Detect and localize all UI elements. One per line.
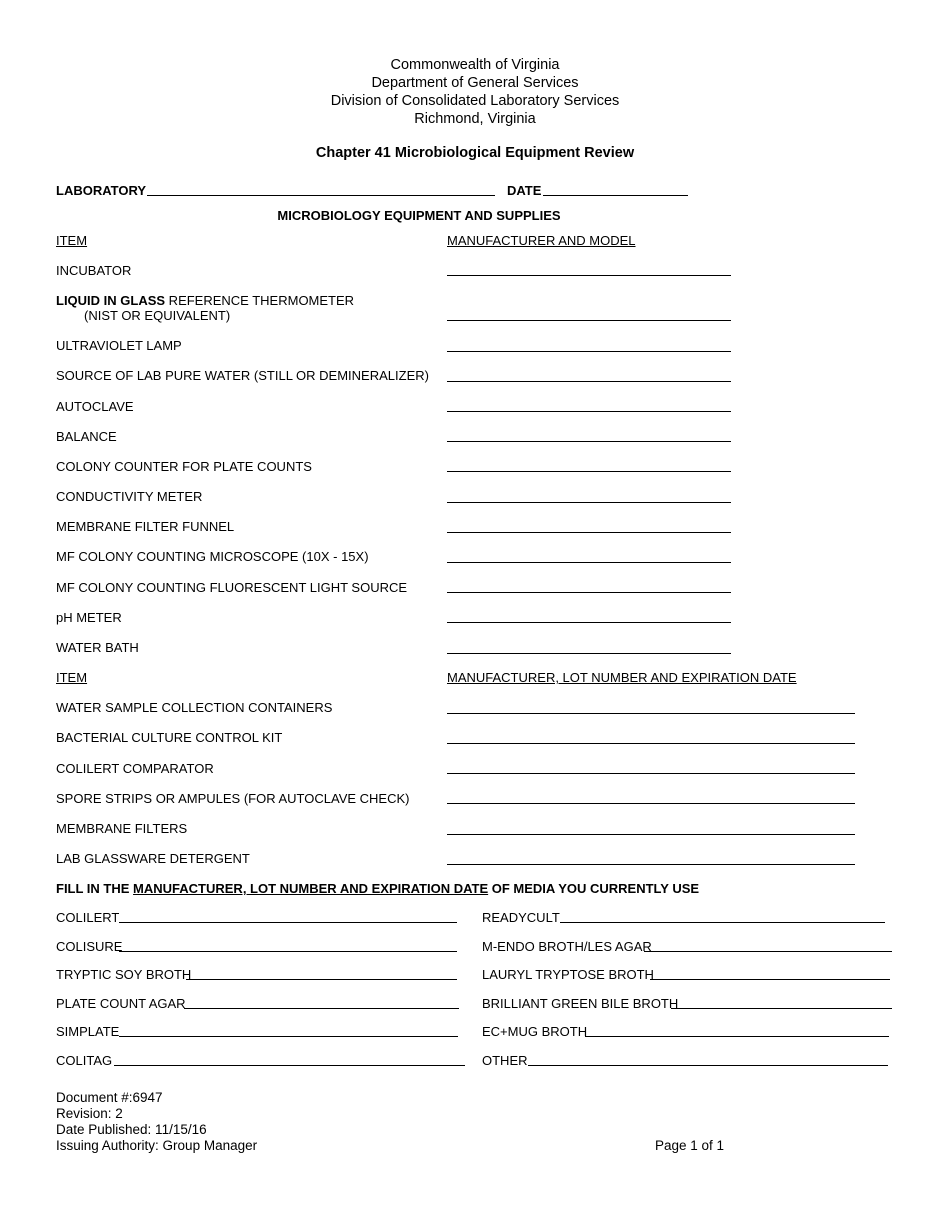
location: Richmond, Virginia xyxy=(414,111,536,127)
document-number: Document #:6947 xyxy=(56,1090,163,1105)
equipment-field-filter-funnel[interactable] xyxy=(447,532,731,533)
media-label-colisure: COLISURE xyxy=(56,939,123,954)
equipment-field-thermometer[interactable] xyxy=(447,320,731,321)
media-label-colitag: COLITAG xyxy=(56,1053,113,1068)
supplies-field-control-kit[interactable] xyxy=(447,743,855,744)
supplies-field-membrane-filters[interactable] xyxy=(447,834,855,835)
equipment-field-conductivity-meter[interactable] xyxy=(447,502,731,503)
equipment-item-pure-water: SOURCE OF LAB PURE WATER (STILL OR DEMINERALIZER) xyxy=(56,368,429,383)
media-instruction-underlined: MANUFACTURER, LOT NUMBER AND EXPIRATION DATE xyxy=(133,881,489,896)
supplies-item-membrane-filters: MEMBRANE FILTERS xyxy=(56,821,188,836)
equipment-field-uv-lamp[interactable] xyxy=(447,351,731,352)
division-name: Division of Consolidated Laboratory Services xyxy=(330,93,620,109)
equipment-item-microscope: MF COLONY COUNTING MICROSCOPE (10X - 15X) xyxy=(56,549,369,564)
supplies-item-header: ITEM xyxy=(56,670,88,685)
equipment-item-ph-meter: pH METER xyxy=(56,610,122,625)
media-label-plate-count: PLATE COUNT AGAR xyxy=(56,996,186,1011)
media-field-m-endo[interactable] xyxy=(644,951,892,952)
equipment-item-balance: BALANCE xyxy=(56,429,117,444)
laboratory-label: LABORATORY xyxy=(56,183,147,198)
equipment-item-uv-lamp: ULTRAVIOLET LAMP xyxy=(56,338,182,353)
media-label-lauryl-tryptose: LAURYL TRYPTOSE BROTH xyxy=(482,967,654,982)
date-label: DATE xyxy=(507,183,542,198)
media-label-colilert: COLILERT xyxy=(56,910,120,925)
equipment-field-autoclave[interactable] xyxy=(447,411,731,412)
media-field-colilert[interactable] xyxy=(119,922,457,923)
thermometer-bold-label: LIQUID IN GLASS xyxy=(56,293,166,308)
supplies-field-containers[interactable] xyxy=(447,713,855,714)
media-label-ec-mug: EC+MUG BROTH xyxy=(482,1024,588,1039)
supplies-item-comparator: COLILERT COMPARATOR xyxy=(56,761,214,776)
media-field-plate-count[interactable] xyxy=(184,1008,459,1009)
document-footer xyxy=(56,1090,257,1154)
media-label-other: OTHER xyxy=(482,1053,528,1068)
date-published: Date Published: 11/15/16 xyxy=(56,1122,207,1137)
media-instruction-post: OF MEDIA YOU CURRENTLY USE xyxy=(488,881,700,896)
media-label-readycult: READYCULT xyxy=(482,910,560,925)
media-field-colisure[interactable] xyxy=(119,951,457,952)
laboratory-field[interactable] xyxy=(147,195,495,196)
media-field-lauryl-tryptose[interactable] xyxy=(650,979,890,980)
agency-name: Commonwealth of Virginia xyxy=(390,57,560,73)
supplies-item-spore-strips: SPORE STRIPS OR AMPULES (FOR AUTOCLAVE CHECK) xyxy=(56,791,410,806)
equipment-field-colony-counter[interactable] xyxy=(447,471,731,472)
media-field-other[interactable] xyxy=(528,1065,888,1066)
supplies-field-spore-strips[interactable] xyxy=(447,803,855,804)
thermometer-sublabel: (NIST OR EQUIVALENT) xyxy=(84,308,231,323)
media-field-simplate[interactable] xyxy=(119,1036,458,1037)
page-number: Page 1 of 1 xyxy=(655,1138,725,1153)
department-name: Department of General Services xyxy=(371,75,579,91)
equipment-field-incubator[interactable] xyxy=(447,275,731,276)
media-field-ec-mug[interactable] xyxy=(585,1036,889,1037)
page-title: Chapter 41 Microbiological Equipment Review xyxy=(315,145,635,161)
equipment-field-pure-water[interactable] xyxy=(447,381,731,382)
equipment-item-incubator: INCUBATOR xyxy=(56,263,132,278)
supplies-value-header: MANUFACTURER, LOT NUMBER AND EXPIRATION DATE xyxy=(447,670,797,685)
supplies-field-comparator[interactable] xyxy=(447,773,855,774)
equipment-item-filter-funnel: MEMBRANE FILTER FUNNEL xyxy=(56,519,235,534)
media-label-brilliant-green: BRILLIANT GREEN BILE BROTH xyxy=(482,996,679,1011)
thermometer-label-rest: REFERENCE THERMOMETER xyxy=(165,293,355,308)
equipment-field-light-source[interactable] xyxy=(447,592,731,593)
media-field-brilliant-green[interactable] xyxy=(671,1008,892,1009)
equipment-field-water-bath[interactable] xyxy=(447,653,731,654)
supplies-field-detergent[interactable] xyxy=(447,864,855,865)
media-label-m-endo: M-ENDO BROTH/LES AGAR xyxy=(482,939,652,954)
document-revision: Revision: 2 xyxy=(56,1106,123,1121)
equipment-item-water-bath: WATER BATH xyxy=(56,640,139,655)
equipment-item-light-source: MF COLONY COUNTING FLUORESCENT LIGHT SOURCE xyxy=(56,580,408,595)
equipment-item-header: ITEM xyxy=(56,233,88,248)
equipment-item-autoclave: AUTOCLAVE xyxy=(56,399,134,414)
supplies-item-control-kit: BACTERIAL CULTURE CONTROL KIT xyxy=(56,730,283,745)
media-instruction-pre: FILL IN THE xyxy=(56,881,134,896)
media-label-simplate: SIMPLATE xyxy=(56,1024,120,1039)
equipment-item-colony-counter: COLONY COUNTER FOR PLATE COUNTS xyxy=(56,459,312,474)
media-instruction xyxy=(56,881,699,896)
equipment-field-microscope[interactable] xyxy=(447,562,731,563)
equipment-item-conductivity-meter: CONDUCTIVITY METER xyxy=(56,489,203,504)
supplies-item-detergent: LAB GLASSWARE DETERGENT xyxy=(56,851,250,866)
equipment-field-balance[interactable] xyxy=(447,441,731,442)
section-title: MICROBIOLOGY EQUIPMENT AND SUPPLIES xyxy=(277,208,561,223)
media-field-colitag[interactable] xyxy=(114,1065,465,1066)
media-label-tryptic-soy: TRYPTIC SOY BROTH xyxy=(56,967,192,982)
equipment-field-ph-meter[interactable] xyxy=(447,622,731,623)
supplies-item-containers: WATER SAMPLE COLLECTION CONTAINERS xyxy=(56,700,333,715)
media-field-tryptic-soy[interactable] xyxy=(186,979,457,980)
date-field[interactable] xyxy=(543,195,688,196)
equipment-item-thermometer xyxy=(56,293,354,308)
equipment-value-header: MANUFACTURER AND MODEL xyxy=(447,233,636,248)
media-field-readycult[interactable] xyxy=(560,922,885,923)
issuing-authority: Issuing Authority: Group Manager xyxy=(56,1138,258,1153)
